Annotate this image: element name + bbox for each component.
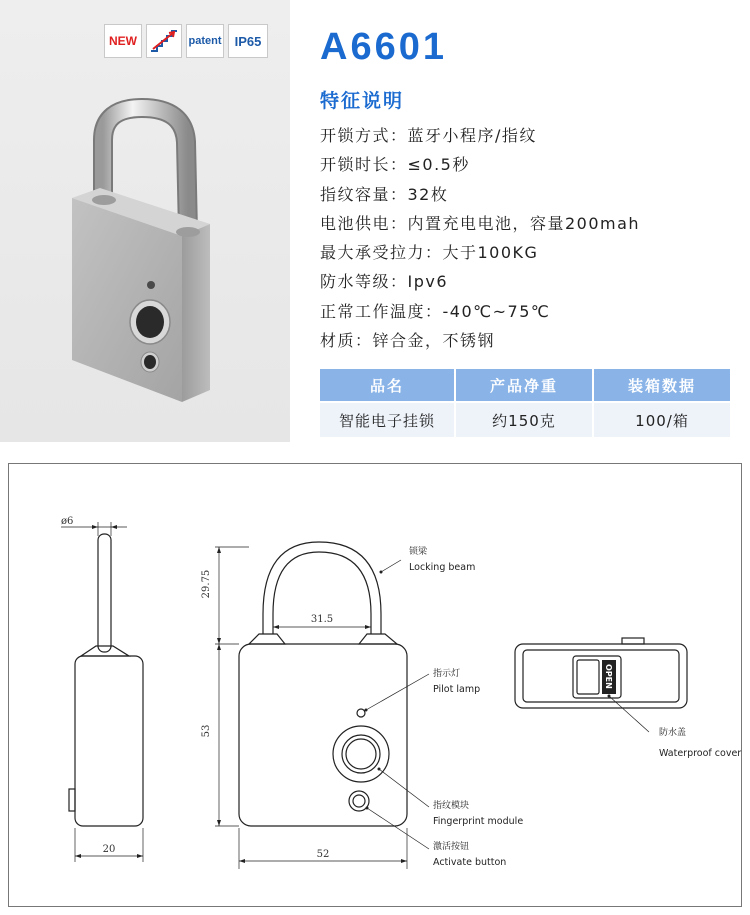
spec-temperature: 正常工作温度：-40℃~75℃ xyxy=(320,301,551,321)
table-header-row xyxy=(320,369,730,401)
spec-battery: 电池供电：内置充电电池，容量200mah xyxy=(320,213,641,233)
spec-fingerprint-capacity: 指纹容量：32枚 xyxy=(320,184,449,204)
features-title: 特征说明 xyxy=(320,90,405,112)
product-table xyxy=(318,367,732,439)
table-header: 产品净重 xyxy=(456,369,592,401)
product-info-section xyxy=(0,0,750,442)
dim-side-width: 20 xyxy=(102,844,116,855)
dim-shackle-diameter: ø6 xyxy=(61,516,74,527)
label-pilot-en: Pilot lamp xyxy=(433,684,481,695)
spec-unlock-method: 开锁方式：蓝牙小程序/指纹 xyxy=(320,126,537,145)
table-header: 品名 xyxy=(320,369,454,401)
label-pilot-cn: 指示灯 xyxy=(433,669,461,679)
spec-material: 材质：锌合金，不锈钢 xyxy=(320,331,496,351)
badge-patent: patent xyxy=(186,24,224,58)
label-button-en: Activate button xyxy=(433,857,507,868)
badge-new: NEW xyxy=(104,24,142,58)
product-image-panel xyxy=(0,0,290,442)
label-beam-en: Locking beam xyxy=(409,562,476,573)
spec-max-pull: 最大承受拉力：大于100KG xyxy=(320,243,539,263)
technical-drawing xyxy=(8,463,742,907)
label-cover-cn: 防水盖 xyxy=(659,728,687,738)
model-number: A6601 xyxy=(320,26,447,68)
dim-body-height: 53 xyxy=(201,724,212,738)
spec-unlock-time: 开锁时长：≤0.5秒 xyxy=(320,155,470,175)
table-row xyxy=(320,403,730,437)
label-cover-en: Waterproof cover xyxy=(659,748,742,759)
dim-shackle-height: 29.75 xyxy=(201,569,212,599)
label-finger-en: Fingerprint module xyxy=(433,816,524,827)
padlock-image xyxy=(0,0,290,442)
open-label: OPEN xyxy=(604,664,613,689)
table-cell: 100/箱 xyxy=(594,403,730,437)
table-header: 装箱数据 xyxy=(594,369,730,401)
table-cell: 智能电子挂锁 xyxy=(320,403,454,437)
dim-shackle-gap: 31.5 xyxy=(310,614,334,625)
badge-ip65: IP65 xyxy=(228,24,268,58)
label-button-cn: 激活按钮 xyxy=(433,842,470,852)
label-beam-cn: 锁梁 xyxy=(409,547,428,557)
label-finger-cn: 指纹模块 xyxy=(433,801,470,811)
table-cell: 约150克 xyxy=(456,403,592,437)
dim-body-width: 52 xyxy=(316,849,330,860)
spec-waterproof: 防水等级：Ipv6 xyxy=(320,272,449,292)
spec-list xyxy=(320,121,640,355)
